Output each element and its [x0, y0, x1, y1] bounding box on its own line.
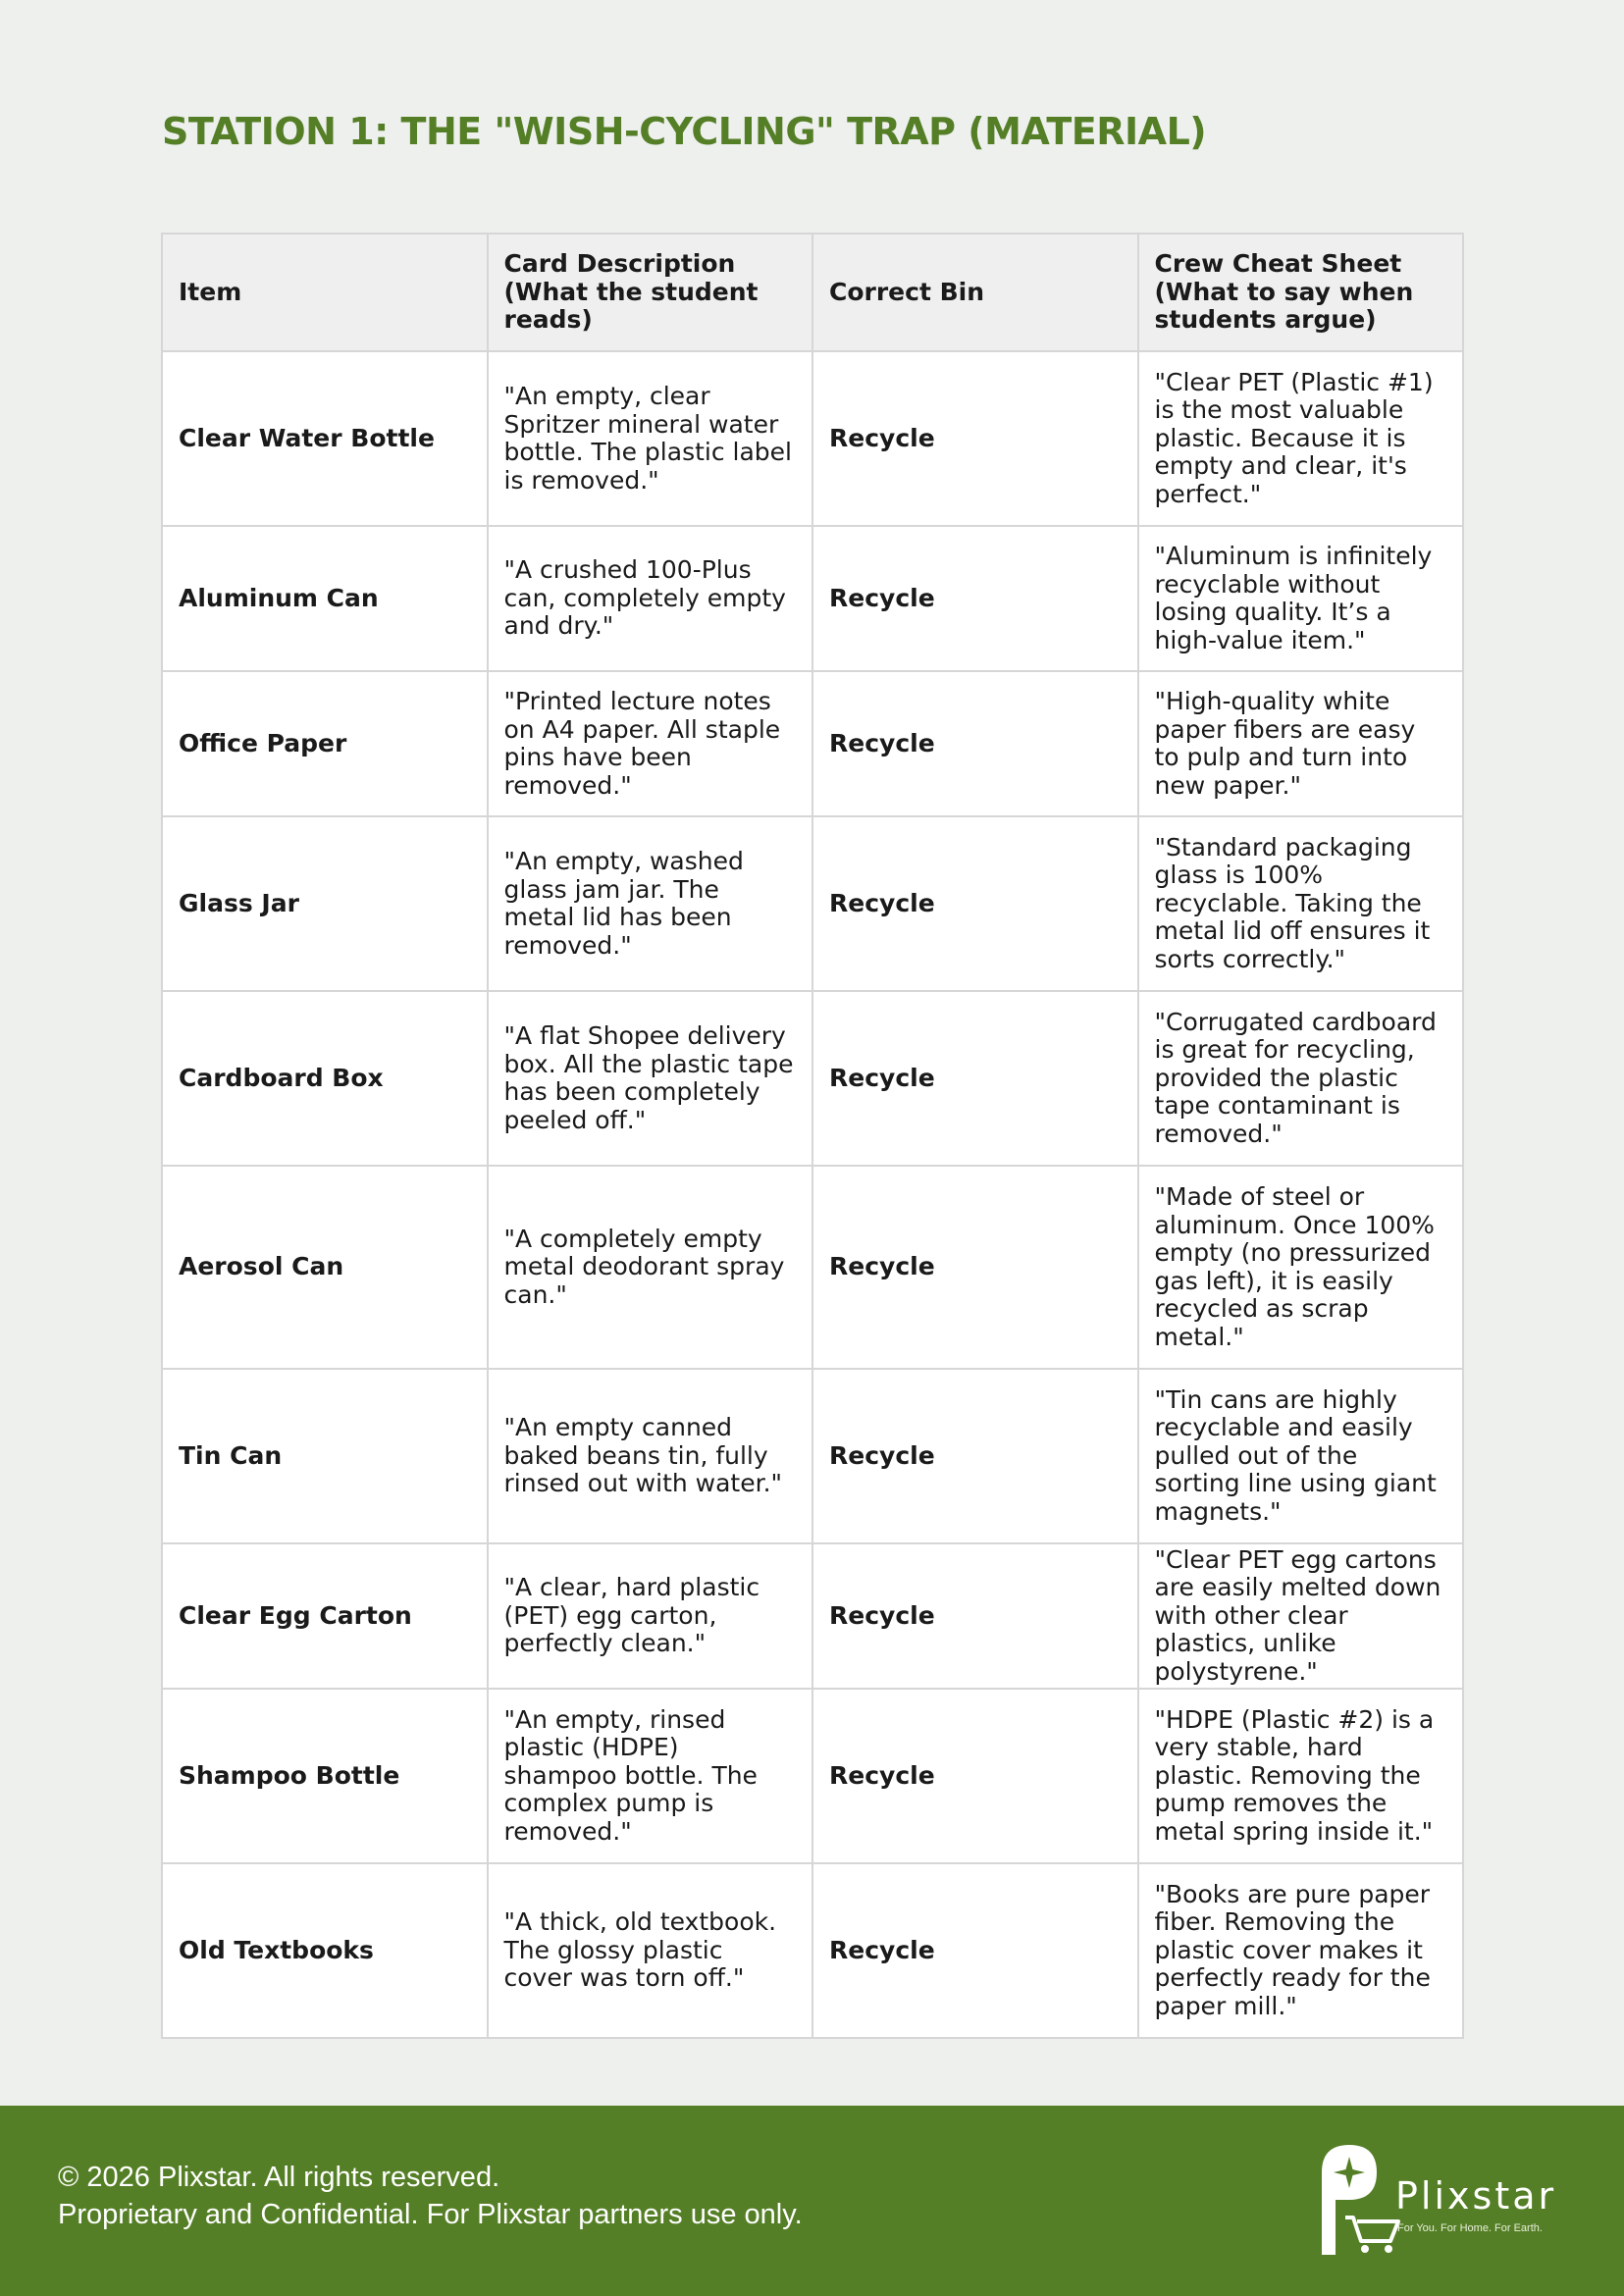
footer: [0, 2106, 1624, 2296]
crew-cheat-sheet-cell: "Made of steel or aluminum. Once 100% empty (no pressurized gas left), it is easily recycled as scrap metal.": [1138, 1166, 1464, 1369]
card-description-cell: "A flat Shopee delivery box. All the plastic tape has been completely peeled off.": [488, 991, 813, 1166]
table-row: [162, 671, 1463, 816]
item-name-cell: Shampoo Bottle: [162, 1689, 488, 1863]
card-description-cell: "A clear, hard plastic (PET) egg carton, perfectly clean.": [488, 1543, 813, 1689]
correct-bin-cell: Recycle: [812, 1166, 1138, 1369]
item-name-cell: Old Textbooks: [162, 1863, 488, 2038]
page-title: STATION 1: THE "WISH-CYCLING" TRAP (MATERIAL): [162, 110, 1207, 153]
correct-bin-cell: Recycle: [812, 1369, 1138, 1543]
correct-bin-cell: Recycle: [812, 816, 1138, 991]
card-description-cell: "A thick, old textbook. The glossy plastic cover was torn off.": [488, 1863, 813, 2038]
crew-cheat-sheet-cell: "Clear PET (Plastic #1) is the most valuable plastic. Because it is empty and clear, it's perfect.": [1138, 351, 1464, 526]
item-name-cell: Clear Egg Carton: [162, 1543, 488, 1689]
card-description-cell: "A completely empty metal deodorant spray can.": [488, 1166, 813, 1369]
correct-bin-cell: Recycle: [812, 991, 1138, 1166]
crew-cheat-sheet-cell: "HDPE (Plastic #2) is a very stable, hard plastic. Removing the pump removes the metal spring inside it.": [1138, 1689, 1464, 1863]
table-row: [162, 1369, 1463, 1543]
crew-cheat-sheet-cell: "Books are pure paper fiber. Removing the plastic cover makes it perfectly ready for the paper mill.": [1138, 1863, 1464, 2038]
item-name-cell: Cardboard Box: [162, 991, 488, 1166]
correct-bin-cell: Recycle: [812, 1863, 1138, 2038]
column-header-correct-bin: Correct Bin: [812, 234, 1138, 351]
table-header-row: [162, 234, 1463, 351]
brand-tagline: For You. For Home. For Earth.: [1397, 2222, 1543, 2234]
card-description-cell: "A crushed 100-Plus can, completely empty and dry.": [488, 526, 813, 671]
item-name-cell: Aerosol Can: [162, 1166, 488, 1369]
crew-cheat-sheet-cell: "Tin cans are highly recyclable and easily pulled out of the sorting line using giant magnets.": [1138, 1369, 1464, 1543]
plixstar-logo-icon: [1310, 2139, 1408, 2255]
item-name-cell: Tin Can: [162, 1369, 488, 1543]
item-name-cell: Aluminum Can: [162, 526, 488, 671]
item-name-cell: Clear Water Bottle: [162, 351, 488, 526]
copyright-text: © 2026 Plixstar. All rights reserved.: [58, 2162, 500, 2193]
table-row: [162, 816, 1463, 991]
column-header-crew-cheat-sheet: Crew Cheat Sheet (What to say when students argue): [1138, 234, 1464, 351]
card-description-cell: "An empty canned baked beans tin, fully rinsed out with water.": [488, 1369, 813, 1543]
correct-bin-cell: Recycle: [812, 526, 1138, 671]
brand-name: Plixstar: [1395, 2174, 1557, 2218]
table-row: [162, 526, 1463, 671]
card-description-cell: "Printed lecture notes on A4 paper. All staple pins have been removed.": [488, 671, 813, 816]
table-row: [162, 1689, 1463, 1863]
column-header-item: Item: [162, 234, 488, 351]
confidentiality-notice: Proprietary and Confidential. For Plixstar partners use only.: [58, 2199, 803, 2230]
item-name-cell: Office Paper: [162, 671, 488, 816]
table-row: [162, 351, 1463, 526]
card-description-cell: "An empty, clear Spritzer mineral water bottle. The plastic label is removed.": [488, 351, 813, 526]
correct-bin-cell: Recycle: [812, 671, 1138, 816]
correct-bin-cell: Recycle: [812, 351, 1138, 526]
correct-bin-cell: Recycle: [812, 1543, 1138, 1689]
crew-cheat-sheet-cell: "Standard packaging glass is 100% recyclable. Taking the metal lid off ensures it sorts correctly.": [1138, 816, 1464, 991]
crew-cheat-sheet-cell: "Clear PET egg cartons are easily melted down with other clear plastics, unlike polystyrene.": [1138, 1543, 1464, 1689]
card-description-cell: "An empty, washed glass jam jar. The metal lid has been removed.": [488, 816, 813, 991]
material-table: [161, 233, 1464, 2039]
crew-cheat-sheet-cell: "Corrugated cardboard is great for recycling, provided the plastic tape contaminant is removed.": [1138, 991, 1464, 1166]
table-row: [162, 1543, 1463, 1689]
card-description-cell: "An empty, rinsed plastic (HDPE) shampoo bottle. The complex pump is removed.": [488, 1689, 813, 1863]
crew-cheat-sheet-cell: "High-quality white paper fibers are easy to pulp and turn into new paper.": [1138, 671, 1464, 816]
table-row: [162, 1863, 1463, 2038]
table-row: [162, 991, 1463, 1166]
item-name-cell: Glass Jar: [162, 816, 488, 991]
footer-text: [58, 2159, 803, 2233]
correct-bin-cell: Recycle: [812, 1689, 1138, 1863]
crew-cheat-sheet-cell: "Aluminum is infinitely recyclable without losing quality. It’s a high-value item.": [1138, 526, 1464, 671]
table-body: [162, 351, 1463, 2038]
column-header-card-description: Card Description (What the student reads): [488, 234, 813, 351]
table-row: [162, 1166, 1463, 1369]
